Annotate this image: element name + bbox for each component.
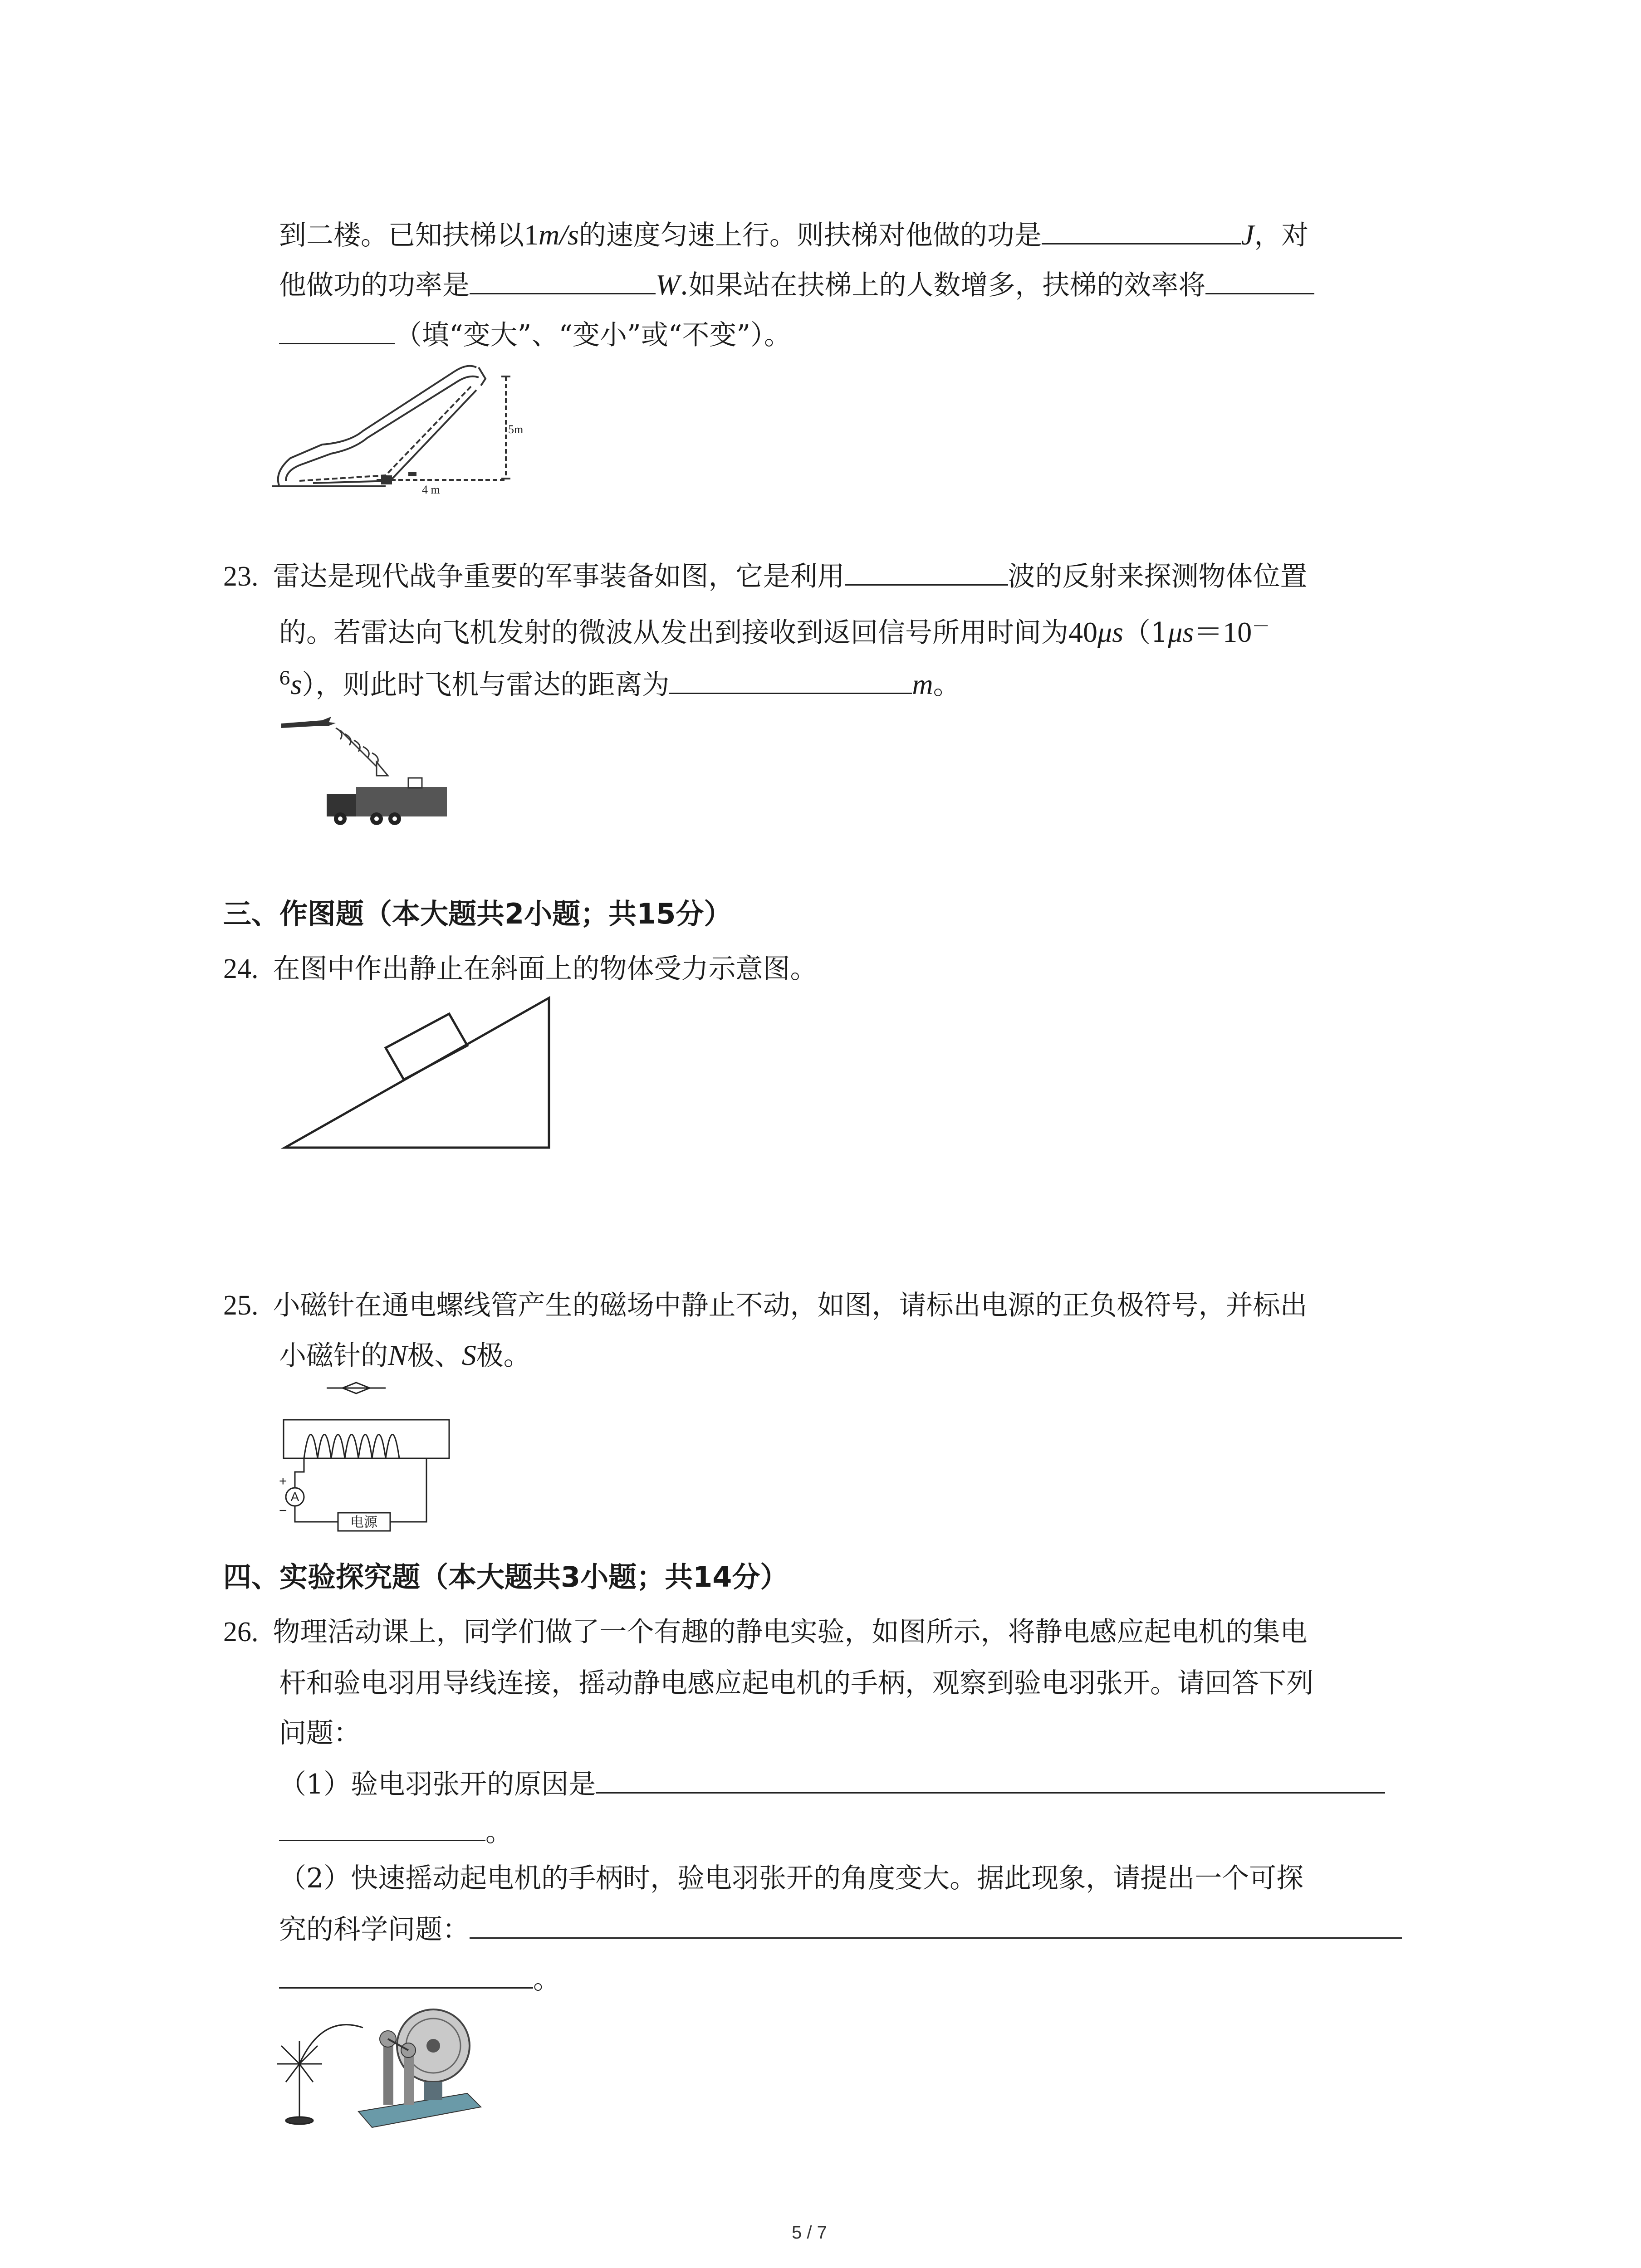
q23-line-1: 23. 雷达是现代战争重要的军事装备如图，它是利用 波的反射来探测物体位置 (223, 559, 1308, 593)
q26-part-1-cont: 。 (279, 1814, 513, 1848)
q24-line: 24. 在图中作出静止在斜面上的物体受力示意图。 (223, 953, 818, 985)
q23-blank-distance[interactable] (669, 667, 912, 694)
page-number: 5 / 7 (792, 2223, 827, 2243)
q22-line-3: （填“变大”、“变小”或“不变”）。 (279, 318, 791, 352)
q22-line-1: 到二楼。已知扶梯以1m/s的速度匀速上行。则扶梯对他做的功是 J，对 (279, 219, 1309, 251)
radar-truck-icon (327, 778, 447, 825)
svg-text:A: A (290, 1490, 299, 1504)
svg-text:−: − (279, 1503, 287, 1518)
electrostatic-generator-figure (272, 1996, 485, 2136)
solenoid-circuit-figure (277, 1379, 458, 1533)
escalator-width-label: 4 m (422, 483, 440, 494)
airplane-icon (281, 717, 336, 728)
q26-part-1: （1）验电羽张开的原因是 (279, 1767, 1385, 1801)
q26-blank-reason-b[interactable] (279, 1814, 485, 1841)
escalator-height-label: 5m (508, 423, 524, 436)
electroscope-feather-icon (277, 2025, 363, 2124)
incline-figure (277, 993, 558, 1157)
section-3-heading: 三、作图题（本大题共2小题；共15分） (223, 897, 732, 930)
q26-blank-question-b[interactable] (279, 1962, 533, 1989)
q26-line-3: 问题： (279, 1717, 361, 1749)
q22-blank-efficiency-b[interactable] (279, 318, 395, 344)
q26-line-2: 杆和验电羽用导线连接，摇动静电感应起电机的手柄，观察到验电羽张开。请回答下列 (279, 1667, 1313, 1699)
q23-line-3: $^6$s），则此时飞机与雷达的距离为 m。 (279, 668, 960, 701)
q26-blank-reason-a[interactable] (596, 1767, 1385, 1794)
q23-line-2: 的。若雷达向飞机发射的微波从发出到接收到返回信号所用时间为40μs（1μs＝10－ (279, 616, 1270, 649)
q26-part-2-line-1: （2）快速摇动起电机的手柄时，验电羽张开的角度变大。据此现象，请提出一个可探 (279, 1862, 1304, 1894)
power-source-label: 电源 (350, 1515, 377, 1530)
section-4-heading: 四、实验探究题（本大题共3小题；共14分） (223, 1560, 789, 1593)
q22-blank-efficiency-a[interactable] (1205, 268, 1314, 294)
q22-line-2: 他做功的功率是 W.如果站在扶梯上的人数增多，扶梯的效率将 (279, 268, 1314, 302)
svg-text:+: + (279, 1474, 287, 1489)
q22-blank-work[interactable] (1042, 218, 1241, 244)
q22-blank-power[interactable] (470, 268, 656, 294)
radar-figure (272, 708, 454, 844)
q26-part-2-line-2: 究的科学问题： (279, 1912, 1402, 1946)
q26-part-2-line-3: 。 (279, 1962, 560, 1996)
wimshurst-machine-icon (358, 2009, 481, 2127)
escalator-figure (272, 358, 526, 494)
q26-line-1: 26. 物理活动课上，同学们做了一个有趣的静电实验，如图所示，将静电感应起电机的集电 (223, 1616, 1308, 1648)
q26-blank-question-a[interactable] (470, 1912, 1402, 1939)
q23-blank-wave[interactable] (845, 559, 1008, 586)
q25-line-1: 25. 小磁针在通电螺线管产生的磁场中静止不动，如图，请标出电源的正负极符号，并标出 (223, 1290, 1308, 1321)
block-on-incline (386, 1014, 467, 1080)
q25-line-2: 小磁针的N极、S极。 (279, 1339, 531, 1372)
